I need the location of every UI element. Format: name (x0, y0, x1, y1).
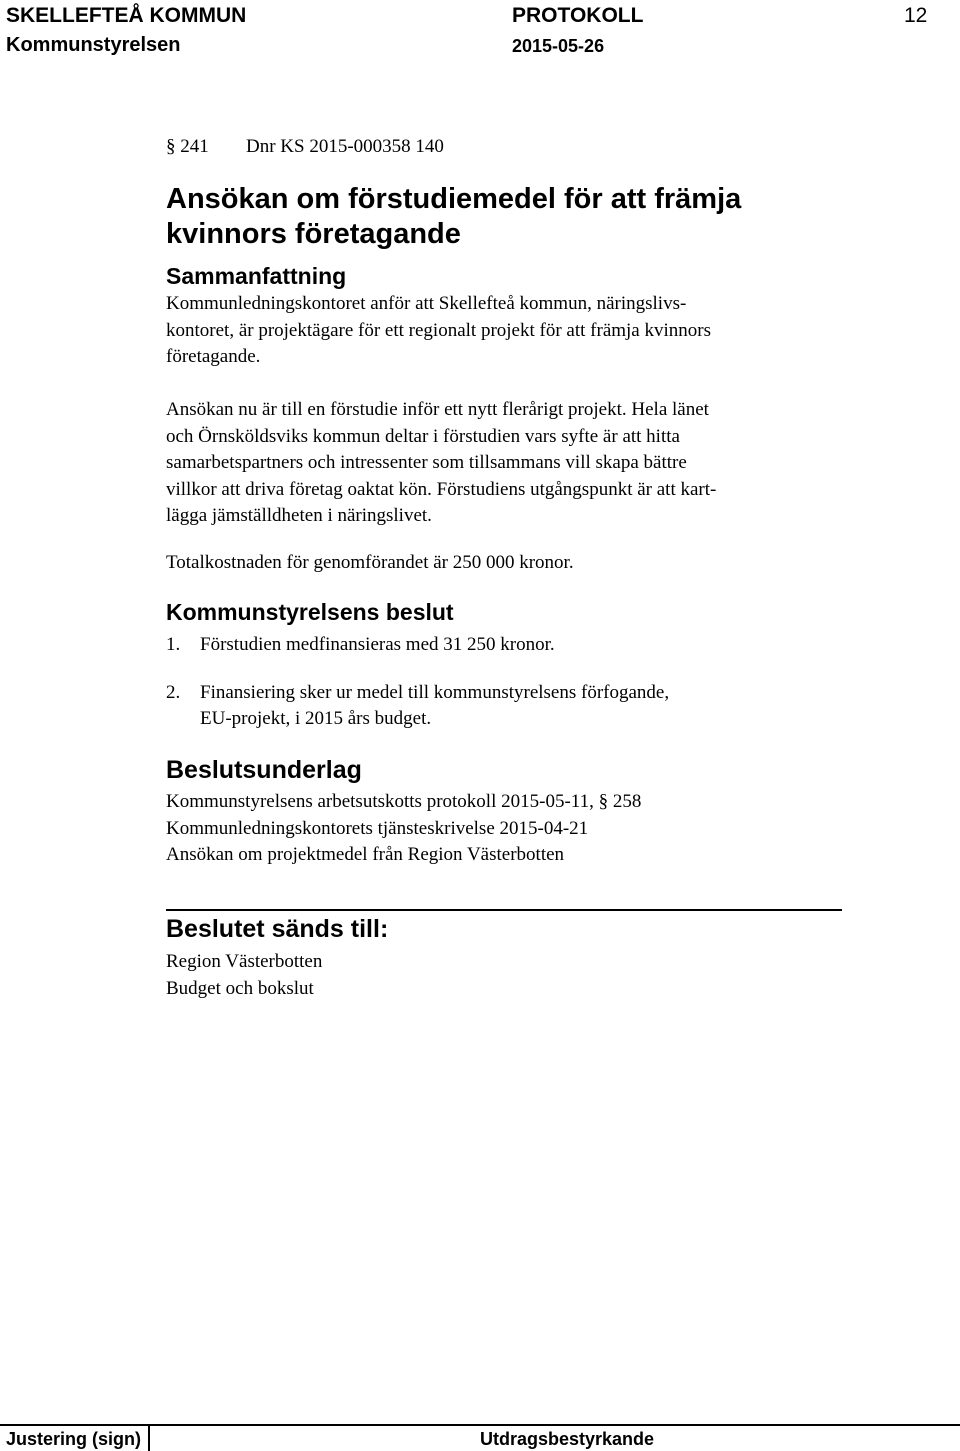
basis-document-ref: 258 (612, 791, 642, 812)
decision-item-text: EU-projekt, i 2015 års budget. (200, 708, 432, 729)
decision-item-number: 2. (166, 682, 181, 703)
footer-rule (0, 1424, 960, 1426)
basis-document: Ansökan om projektmedel från Region Västerbotten (166, 844, 565, 865)
case-number: Dnr KS 2015-000358 140 (246, 136, 444, 157)
municipality-name: SKELLEFTEÅ KOMMUN (6, 4, 247, 27)
text-line: Ansökan nu är till en förstudie inför ett nytt flerårigt projekt. Hela länet (166, 399, 709, 420)
basis-document (166, 789, 816, 816)
footer-divider (148, 1424, 150, 1451)
section-sign: § (598, 791, 609, 812)
paragraph-reference (166, 134, 209, 161)
basis-document-text: Kommunstyrelsens arbetsutskotts protokoll 2015-05-11, (166, 791, 594, 812)
item-title (166, 182, 741, 252)
meeting-date: 2015-05-26 (512, 36, 605, 56)
text-line: företagande. (166, 346, 261, 367)
decision-heading: Kommunstyrelsens beslut (166, 599, 454, 625)
page-number: 12 (904, 4, 928, 27)
decision-item-text: Finansiering sker ur medel till kommunstyrelsens förfogande, (200, 682, 670, 703)
basis-list (166, 789, 816, 869)
text-line: och Örnsköldsviks kommun deltar i förstudien vars syfte är att hitta (166, 425, 680, 447)
committee-name: Kommunstyrelsen (6, 34, 181, 56)
summary-paragraph-3 (166, 550, 816, 577)
item-title-line: Ansökan om förstudiemedel för att främja (166, 183, 742, 215)
section-sign: § (166, 136, 176, 157)
text-line: samarbetspartners och intressenter som tillsammans vill skapa bättre (166, 452, 687, 473)
paragraph-number: 241 (180, 136, 209, 157)
summary-heading: Sammanfattning (166, 263, 347, 289)
recipient-list (166, 949, 816, 1002)
text-line: kontoret, är projektägare för ett regionalt projekt för att främja kvinnors (166, 319, 711, 341)
text-line: lägga jämställdheten i näringslivet. (166, 505, 432, 526)
recipient-item: Region Västerbotten (166, 951, 323, 972)
basis-heading: Beslutsunderlag (166, 756, 362, 784)
decision-item-number: 1. (166, 634, 181, 655)
text-line: Totalkostnaden för genomförandet är 250 000 kronor. (166, 552, 574, 573)
item-title-line: kvinnors företagande (166, 218, 461, 250)
text-line: Kommunledningskontoret anför att Skellefteå kommun, näringslivs- (166, 293, 687, 314)
footer-certification-label: Utdragsbestyrkande (480, 1429, 655, 1449)
text-line: villkor att driva företag oaktat kön. Förstudiens utgångspunkt är att kart- (166, 478, 717, 500)
basis-document: Kommunledningskontorets tjänsteskrivelse 2015-04-21 (166, 817, 589, 839)
decision-item-text: Förstudien medfinansieras med 31 250 kronor. (200, 634, 555, 655)
sent-to-heading: Beslutet sänds till: (166, 915, 389, 943)
summary-paragraph-2 (166, 397, 816, 530)
footer-signature-label: Justering (sign) (6, 1429, 142, 1449)
recipient-item: Budget och bokslut (166, 977, 314, 999)
summary-paragraph-1 (166, 291, 816, 371)
separator-line (166, 909, 842, 911)
document-type: PROTOKOLL (512, 4, 644, 27)
